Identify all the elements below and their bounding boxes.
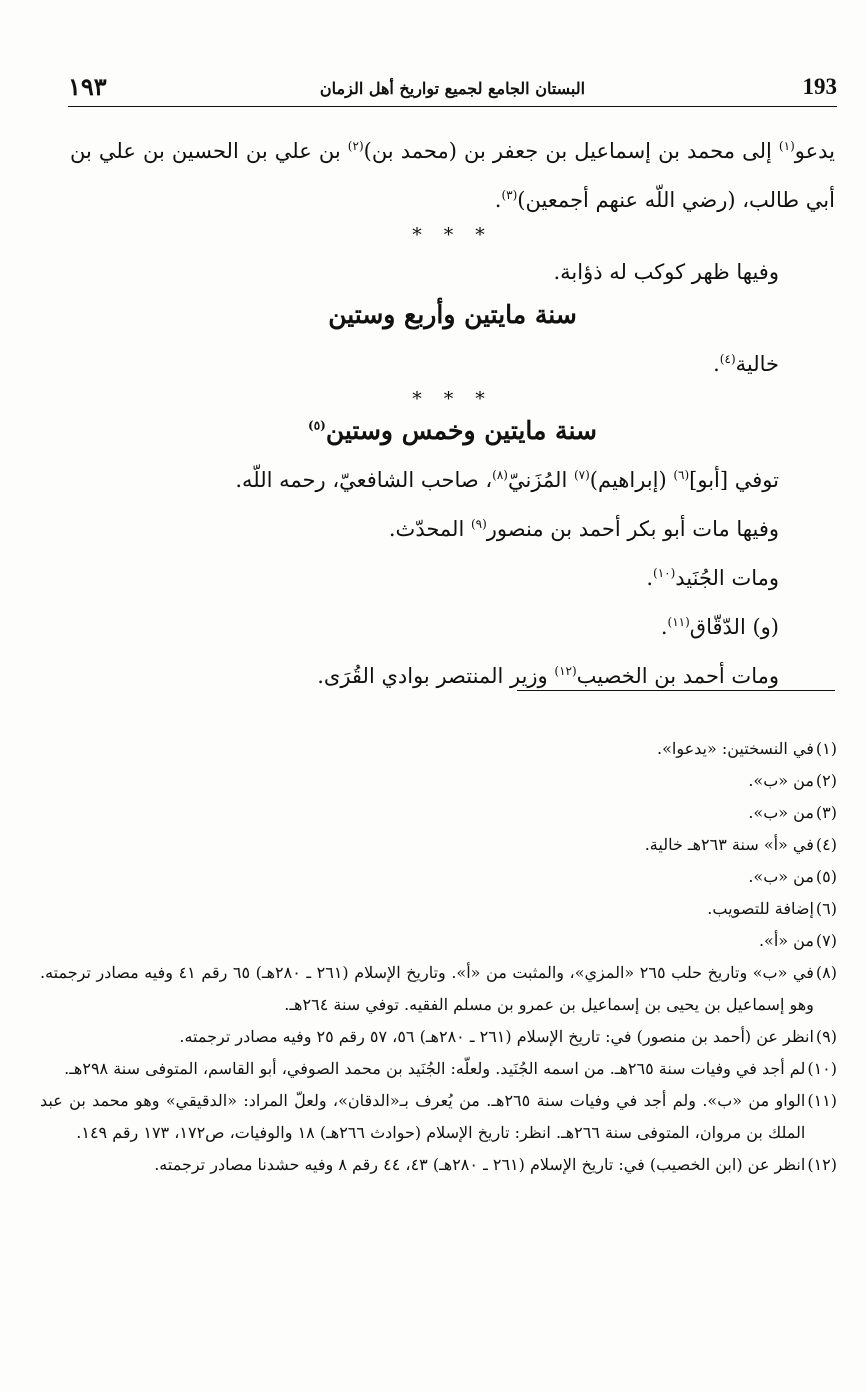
footnote-text: في «أ» سنة ٢٦٣هـ خالية. [644, 835, 814, 854]
footnote-text: من «أ». [758, 931, 814, 950]
footnote-item [40, 957, 837, 1021]
footnote-text: من «ب». [748, 771, 814, 790]
footnote-ref[interactable]: (٨) [492, 468, 508, 482]
footnote-ref[interactable]: (١١) [667, 615, 690, 629]
footnote-text: الواو من «ب». ولم أجد في وفيات سنة ٢٦٥هـ. من يُعرف بـ«الدقان»، ولعلّ المراد: «الدقيقي» وهو محمد بن عبد الملك بن مروان، المتوفى سنة ٢٦٦هـ. انظر: تاريخ الإسلام (حوادث ٢٦٦هـ) ١٨ والوفيات، ص١٧٢، ١٧٣ رقم ١٤٩. [40, 1091, 806, 1142]
footnote-item [40, 1053, 837, 1085]
footnote-ref[interactable]: (٦) [673, 468, 690, 482]
footnote-text: انظر عن (ابن الخصيب) في: تاريخ الإسلام (٢٦١ ـ ٢٨٠هـ) ٤٣، ٤٤ رقم ٨ وفيه حشدنا مصادر ترجمته. [154, 1155, 806, 1174]
footnote-item [40, 829, 837, 861]
footnote-number: (٣) [815, 803, 837, 822]
footnote-text: انظر عن (أحمد بن منصور) في: تاريخ الإسلام (٢٦١ ـ ٢٨٠هـ) ٥٦، ٥٧ رقم ٢٥ وفيه مصادر ترجمته. [179, 1027, 814, 1046]
footnote-text: لم أجد في وفيات سنة ٢٦٥هـ. من اسمه الجُنَيد. ولعلّه: الجُنَيد بن محمد الصوفي، أبو القاسم، المتوفى سنة ٢٩٨هـ. [64, 1059, 806, 1078]
footnote-item [40, 765, 837, 797]
page-number-arabic: ١٩٣ [68, 72, 107, 101]
footnote-ref[interactable]: (١) [778, 139, 795, 153]
footnote-number: (٨) [815, 963, 837, 982]
footnote-item [40, 1021, 837, 1053]
footnote-text: في النسختين: «يدعوا». [657, 739, 814, 758]
line-abubakr: وفيها مات أبو بكر أحمد بن منصور$^{(٩)}$ المحدّث. [388, 517, 779, 541]
footnote-number: (٩) [815, 1027, 837, 1046]
footnote-ref[interactable]: (٧) [573, 468, 590, 482]
line-daqqaq: (و) الدّقّاق$^{(١١)}$. [660, 615, 779, 639]
footnote-item [40, 861, 837, 893]
footnote-number: (١) [815, 739, 837, 758]
year-heading-265: سنة مايتين وخمس وستين$^{(٥)}$ [308, 416, 597, 445]
line-empty-year: خالية$^{(٤)}$. [713, 352, 779, 376]
footnote-number: (٢) [815, 771, 837, 790]
footnote-ref[interactable]: (٥) [308, 418, 326, 433]
footnote-item [40, 925, 837, 957]
line-muzani: توفي [أبو]$^{(٦)}$ (إبراهيم)$^{(٧)}$ المُزَنيّ$^{(٨)}$، صاحب الشافعيّ، رحمه اللّه. [235, 468, 779, 492]
footnote-number: (٥) [815, 867, 837, 886]
footnote-ref[interactable]: (٩) [470, 517, 487, 531]
separator-stars: * * * [412, 224, 493, 246]
footnote-text: من «ب». [748, 867, 814, 886]
page-number-latin: 193 [802, 74, 837, 99]
year-heading-264: سنة مايتين وأربع وستين [328, 300, 577, 329]
footnote-item [40, 733, 837, 765]
line-khasib: ومات أحمد بن الخصيب$^{(١٢)}$ وزير المنتصر بوادي القُرَى. [317, 664, 779, 688]
main-text [70, 124, 835, 698]
line-comet: وفيها ظهر كوكب له ذؤابة. [553, 260, 779, 284]
footnote-number: (٦) [815, 899, 837, 918]
line-junayd: ومات الجُنَيد$^{(١٠)}$. [646, 566, 779, 590]
footnote-text: إضافة للتصويب. [707, 899, 814, 918]
footnote-number: (١٠) [807, 1059, 837, 1078]
footnote-ref[interactable]: (٢) [347, 139, 364, 153]
separator-stars: * * * [412, 388, 493, 410]
footnote-ref[interactable]: (٣) [501, 188, 518, 202]
footnote-number: (٤) [815, 835, 837, 854]
footnote-item [40, 1149, 837, 1181]
footnote-number: (١١) [807, 1091, 837, 1110]
footnote-text: من «ب». [748, 803, 814, 822]
paragraph-lineage: يدعو$^{(١)}$ إلى محمد بن إسماعيل بن جعفر بن (محمد بن)$^{(٢)}$ بن علي بن الحسين بن علي بن أبي طالب، (رضي اللّه عنهم أجمعين)$^{(٣)}$. [70, 139, 835, 212]
footnotes [40, 733, 837, 1181]
footnote-item [40, 797, 837, 829]
footnote-ref[interactable]: (١٢) [554, 664, 577, 678]
running-title: البستان الجامع لجميع تواريخ أهل الزمان [319, 79, 586, 98]
footnote-rule [517, 690, 835, 691]
footnote-number: (١٢) [807, 1155, 837, 1174]
page-header [68, 66, 837, 107]
footnote-ref[interactable]: (٤) [719, 352, 736, 366]
footnote-number: (٧) [815, 931, 837, 950]
footnote-text: في «ب» وتاريخ حلب ٢٦٥ «المزي»، والمثبت من «أ». وتاريخ الإسلام (٢٦١ ـ ٢٨٠هـ) ٦٥ رقم ٤١ وفيه مصادر ترجمته. وهو إسماعيل بن يحيى بن إسماعيل بن عمرو بن مسلم الفقيه. توفي سنة ٢٦٤هـ. [40, 963, 814, 1014]
footnote-item [40, 1085, 837, 1149]
footnote-item [40, 893, 837, 925]
footnote-ref[interactable]: (١٠) [653, 566, 676, 580]
